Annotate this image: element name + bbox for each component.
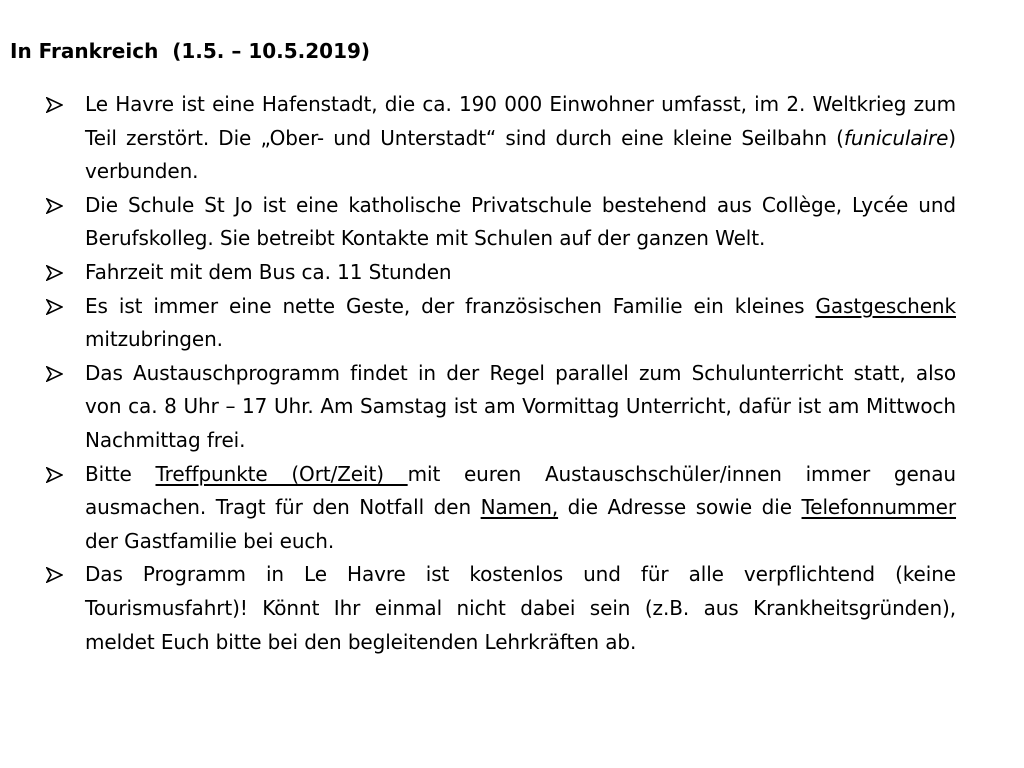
bullet-list [46, 88, 956, 659]
list-item [46, 256, 956, 290]
bullet-text: Das Programm in Le Havre ist kostenlos und für alle verpflichtend (keine Tourismusfahrt)! Könnt Ihr einmal nicht dabei sein (z.B. aus Krankheitsgründen), meldet Euch bitte bei den begleitenden Lehrkräften ab. [85, 562, 956, 654]
arrowhead-bullet-icon [46, 198, 63, 214]
list-item [46, 558, 956, 659]
underlined-term: Telefonnummer [801, 495, 957, 520]
page-title: In Frankreich (1.5. – 10.5.2019) [10, 39, 371, 63]
list-item [46, 357, 956, 458]
list-item [46, 290, 956, 357]
bullet-text: Fahrzeit mit dem Bus ca. 11 Stunden [85, 259, 452, 284]
underlined-term: Gastgeschenk [815, 293, 956, 318]
list-item [46, 189, 956, 256]
arrowhead-bullet-icon [46, 366, 63, 382]
bullet-text: Die Schule St Jo ist eine katholische Privatschule bestehend aus Collège, Lycée und Berufskolleg. Sie betreibt Kontakte mit Schulen auf der ganzen Welt. [85, 192, 956, 251]
arrowhead-bullet-icon [46, 299, 63, 315]
arrowhead-bullet-icon [46, 467, 63, 483]
underlined-term: Namen, [480, 495, 559, 520]
bullet-text: Es ist immer eine nette Geste, der französischen Familie ein kleines Gastgeschenk mitzubringen. [85, 293, 956, 352]
arrowhead-bullet-icon [46, 567, 63, 583]
bullet-text: Das Austauschprogramm findet in der Regel parallel zum Schulunterricht statt, also von ca. 8 Uhr – 17 Uhr. Am Samstag ist am Vormittag Unterricht, dafür ist am Mittwoch Nachmittag frei. [85, 360, 956, 452]
underlined-term: Treffpunkte (Ort/Zeit) [155, 461, 408, 486]
list-item [46, 458, 956, 559]
arrowhead-bullet-icon [46, 97, 63, 113]
bullet-text: Le Havre ist eine Hafenstadt, die ca. 190 000 Einwohner umfasst, im 2. Weltkrieg zum Teil zerstört. Die „Ober- und Unterstadt“ sind durch eine kleine Seilbahn (funiculaire) verbunden. [85, 92, 956, 184]
arrowhead-bullet-icon [46, 265, 63, 281]
list-item [46, 88, 956, 189]
bullet-text: Bitte Treffpunkte (Ort/Zeit) mit euren Austauschschüler/innen immer genau ausmachen. Tragt für den Notfall den Namen, die Adresse sowie die Telefonnummer der Gastfamilie bei euch. [85, 461, 957, 553]
